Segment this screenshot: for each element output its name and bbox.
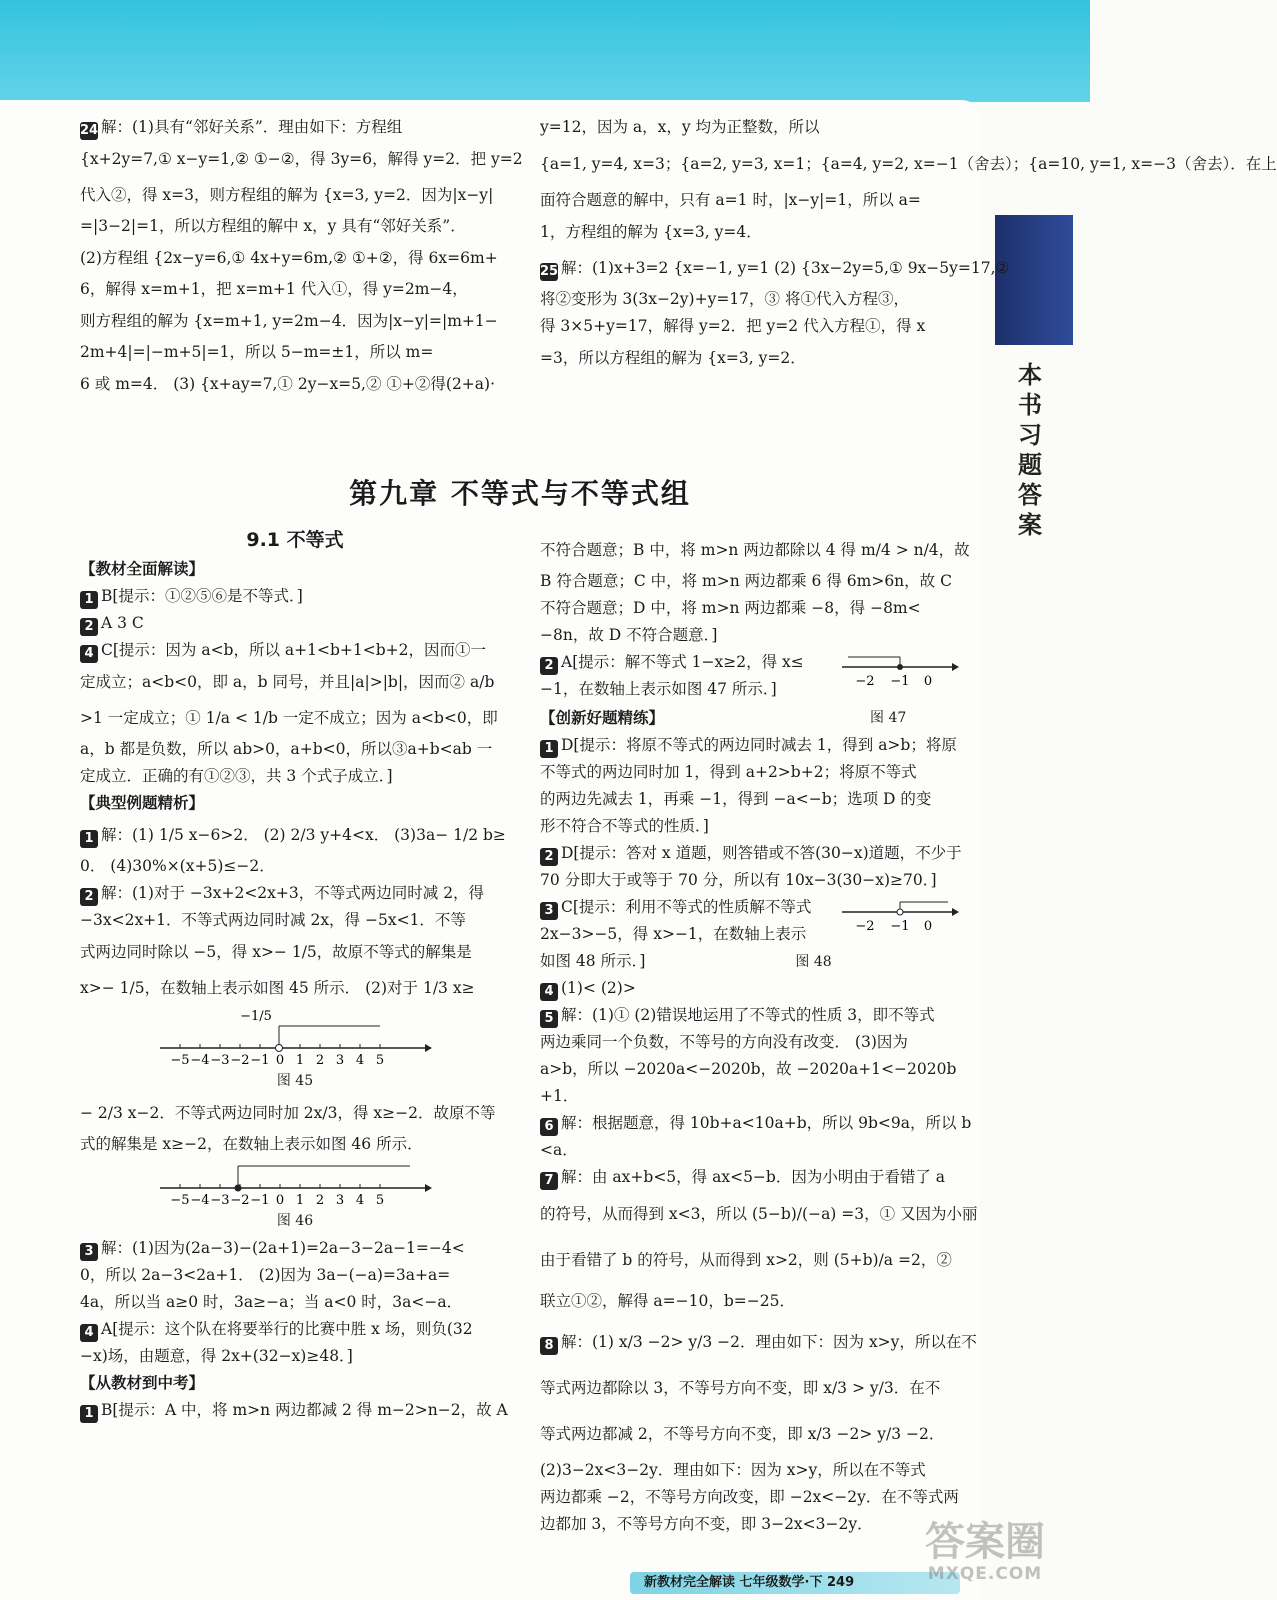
heading: 【典型例题精析】 — [80, 794, 205, 812]
answer-line: 不等式的两边同时加 1，得到 a+2>b+2；将原不等式 — [540, 763, 917, 781]
answer-line: a>b，所以 −2020a<−2020b，故 −2020a+1<−2020b — [540, 1060, 957, 1078]
answer-line: 1 B[提示：①②⑤⑥是不等式．] — [80, 583, 510, 610]
tick-label: −4 — [190, 1053, 210, 1068]
answer-line: 形不符合不等式的性质．] — [540, 817, 709, 835]
tick-label: −1 — [890, 674, 910, 689]
number-line-figure-48 — [840, 898, 960, 938]
question-number: 4 — [80, 645, 98, 663]
answer-line: 7 解：由 ax+b<5，得 ax<5−b．因为小明由于看错了 a — [540, 1164, 960, 1191]
answer-line: >1 一定成立；① 1/a < 1/b 一定不成立；因为 a<b<0，即 — [80, 709, 498, 727]
question-number: 25 — [540, 264, 559, 279]
tick-label: 0 — [923, 919, 933, 934]
answer-line: 面符合题意的解中，只有 a=1 时，|x−y|=1，所以 a= — [540, 191, 921, 209]
top-right-column — [540, 114, 1277, 376]
number-line-figure-45 — [80, 1006, 510, 1068]
answer-line: 两边都乘 −2，不等号方向改变，即 −2x<−2y．在不等式两 — [540, 1488, 959, 1506]
top-left-column — [80, 114, 523, 402]
side-label: 本书习题答案 — [1018, 360, 1042, 539]
answer-line: 将②变形为 3(3x−2y)+y=17，③ 将①代入方程③， — [540, 290, 909, 308]
answer-line: 等式两边都减 2，不等号方向不变，即 x/3 −2> y/3 −2． — [540, 1425, 945, 1443]
tick-label: 0 — [275, 1193, 285, 1208]
question-number: 1 — [80, 1405, 98, 1423]
answer-line: 3 解：(1)因为(2a−3)−(2a+1)=2a−3−2a−1=−4< — [80, 1235, 510, 1262]
answer-line: 2m+4|=|−m+5|=1，所以 5−m=±1，所以 m= — [80, 343, 434, 361]
tick-label: −4 — [190, 1193, 210, 1208]
figure-caption: 图 47 — [870, 710, 907, 726]
answer-line: {x+2y=7,① x−y=1,② ①−②，得 3y=6，解得 y=2．把 y=2 — [80, 150, 523, 168]
answer-line: 25 解：(1)x+3=2 {x=−1, y=1 (2) {3x−2y=5,① 9x−5y=17,② — [540, 259, 1010, 279]
tick-label: 3 — [335, 1193, 345, 1208]
answer-line: 1 D[提示：将原不等式的两边同时减去 1，得到 a>b；将原 — [540, 732, 960, 759]
question-number: 3 — [540, 902, 558, 920]
tick-label: −2 — [230, 1053, 250, 1068]
answer-line: =|3−2|=1，所以方程组的解中 x，y 具有“邻好关系”． — [80, 217, 466, 235]
figure-caption: 图 48 — [795, 954, 832, 970]
tick-label: −2 — [230, 1193, 250, 1208]
answer-line: −1，在数轴上表示如图 47 所示．] — [540, 680, 777, 698]
question-number: 5 — [540, 1010, 558, 1028]
tick-label: 2 — [315, 1193, 325, 1208]
tick-label: −1 — [890, 919, 910, 934]
question-number: 4 — [540, 983, 558, 1001]
heading-row — [540, 705, 960, 732]
answer-line: 则方程组的解为 {x=m+1, y=2m−4．因为|x−y|=|m+1− — [80, 312, 498, 330]
answer-line: 联立①②，解得 a=−10，b=−25． — [540, 1292, 795, 1310]
question-number: 2 — [80, 618, 98, 636]
answer-line: x>− 1/5，在数轴上表示如图 45 所示． (2)对于 1/3 x≥ — [80, 979, 475, 997]
question-number: 2 — [80, 888, 98, 906]
answer-line: 代入②，得 x=3，则方程组的解为 {x=3, y=2．因为|x−y| — [80, 186, 494, 204]
page-footer: 新教材完全解读 七年级数学·下 249 — [630, 1572, 960, 1594]
watermark-logo: 答案圈 — [925, 1519, 1045, 1565]
left-column — [80, 556, 510, 1424]
number-line-figure-47 — [840, 653, 960, 693]
figure-caption: 图 45 — [276, 1073, 314, 1089]
answer-line: − 2/3 x−2．不等式两边同时加 2x/3，得 x≥−2．故原不等 — [80, 1104, 496, 1122]
answer-line: 24 解：(1)具有“邻好关系”．理由如下：方程组 — [80, 118, 403, 138]
side-tab — [995, 215, 1073, 345]
tick-label: 2 — [315, 1053, 325, 1068]
heading: 【从教材到中考】 — [80, 1374, 205, 1392]
tick-label: 1 — [295, 1193, 305, 1208]
question-number: 3 — [80, 1243, 98, 1261]
answer-line: 70 分即大于或等于 70 分，所以有 10x−3(30−x)≥70．] — [540, 871, 937, 889]
question-number: 8 — [540, 1337, 558, 1355]
answer-line: (2)方程组 {2x−y=6,① 4x+y=6m,② ①+②，得 6x=6m+ — [80, 249, 498, 267]
answer-line: 的符号，从而得到 x<3，所以 (5−b)/(−a) =3，① 又因为小丽 — [540, 1205, 978, 1223]
watermark-url: MXQE.COM — [927, 1564, 1043, 1584]
answer-line: 6 解：根据题意，得 10b+a<10a+b，所以 9b<9a，所以 b — [540, 1110, 960, 1137]
answer-line: a，b 都是负数，所以 ab>0，a+b<0，所以③a+b<ab 一 — [80, 740, 493, 758]
question-number: 1 — [80, 830, 98, 848]
tick-label: 5 — [375, 1053, 385, 1068]
answer-line: −3x<2x+1．不等式两边同时减 2x，得 −5x<1．不等 — [80, 911, 466, 929]
tick-label: 1 — [295, 1053, 305, 1068]
answer-line: 等式两边都除以 3，不等号方向不变，即 x/3 > y/3．在不 — [540, 1379, 941, 1397]
answer-line: y=12，因为 a，x，y 均为正整数，所以 — [540, 118, 820, 136]
top-color-band — [0, 0, 1090, 102]
answer-line: 3 C[提示：利用不等式的性质解不等式 — [540, 894, 960, 921]
tick-label: −1 — [250, 1053, 270, 1068]
answer-line: 由于看错了 b 的符号，从而得到 x>2，则 (5+b)/a =2，② — [540, 1251, 952, 1269]
right-column — [540, 532, 978, 1538]
watermark — [900, 1520, 1070, 1595]
answer-line: −x)场，由题意，得 2x+(32−x)≥48．] — [80, 1347, 353, 1365]
answer-line: 6 或 m=4． (3) {x+ay=7,① 2y−x=5,② ①+②得(2+a)· — [80, 375, 496, 393]
answer-line: =3，所以方程组的解为 {x=3, y=2． — [540, 349, 806, 367]
answer-line: −8n，故 D 不符合题意．] — [540, 626, 718, 644]
answer-line: 5 解：(1)① (2)错误地运用了不等式的性质 3，即不等式 — [540, 1002, 960, 1029]
answer-line: 4 (1)< (2)> — [540, 975, 960, 1002]
answer-line: 不符合题意；B 中，将 m>n 两边都除以 4 得 m/4 > n/4，故 — [540, 541, 970, 559]
chapter-title: 第九章 不等式与不等式组 — [349, 477, 691, 510]
question-number: 24 — [80, 123, 99, 138]
answer-line: 不符合题意；D 中，将 m>n 两边都乘 −8，得 −8m< — [540, 599, 921, 617]
answer-line: 1 解：(1) 1/5 x−6>2． (2) 2/3 y+4<x． (3)3a− 1/2 b≥ — [80, 817, 510, 853]
answer-block — [540, 649, 960, 705]
tick-label: 4 — [355, 1193, 365, 1208]
answer-line: {a=1, y=4, x=3；{a=2, y=3, x=1；{a=4, y=2, x=−1（舍去）；{a=10, y=1, x=−3（舍去）．在上 — [540, 155, 1277, 173]
tick-label: 5 — [375, 1193, 385, 1208]
answer-line: 1 B[提示：A 中，将 m>n 两边都减 2 得 m−2>n−2，故 A — [80, 1397, 510, 1424]
tick-label: 0 — [275, 1053, 285, 1068]
answer-line: 4 C[提示：因为 a<b，所以 a+1<b+1<b+2，因而①一 — [80, 637, 510, 664]
question-number: 7 — [540, 1172, 558, 1190]
tick-label: 3 — [335, 1053, 345, 1068]
section-title: 9.1 不等式 — [246, 529, 344, 551]
answer-line: 8 解：(1) x/3 −2> y/3 −2．理由如下：因为 x>y，所以在不 — [540, 1319, 960, 1365]
answer-line: 定成立；a<b<0，即 a，b 同号，并且|a|>|b|，因而② a/b — [80, 673, 495, 691]
answer-line: 0． (4)30%×(x+5)≤−2． — [80, 857, 275, 875]
tick-label: −3 — [210, 1053, 230, 1068]
answer-line: 定成立．正确的有①②③，共 3 个式子成立．] — [80, 767, 393, 785]
answer-line: 1，方程组的解为 {x=3, y=4． — [540, 223, 762, 241]
question-number: 1 — [540, 740, 558, 758]
answer-line: 0，所以 2a−3<2a+1． (2)因为 3a−(−a)=3a+a= — [80, 1266, 451, 1284]
answer-line: 2 D[提示：答对 x 道题，则答错或不答(30−x)道题，不少于 — [540, 840, 960, 867]
answer-line: 4a，所以当 a≥0 时，3a≥−a；当 a<0 时，3a<−a． — [80, 1293, 463, 1311]
answer-line: 6，解得 x=m+1，把 x=m+1 代入①，得 y=2m−4， — [80, 280, 468, 298]
tick-label: −5 — [170, 1193, 190, 1208]
heading: 【教材全面解读】 — [80, 560, 205, 578]
tick-label: −1 — [250, 1193, 270, 1208]
tick-label: −2 — [855, 919, 875, 934]
question-number: 2 — [540, 657, 558, 675]
answer-line: 2 解：(1)对于 −3x+2<2x+3，不等式两边同时减 2，得 — [80, 880, 510, 907]
question-number: 1 — [80, 591, 98, 609]
answer-block — [540, 894, 960, 975]
answer-line: +1． — [540, 1087, 579, 1105]
answer-line: 两边乘同一个负数，不等号的方向没有改变． (3)因为 — [540, 1033, 908, 1051]
heading: 【创新好题精练】 — [540, 709, 665, 727]
answer-line: 4 A[提示：这个队在将要举行的比赛中胜 x 场，则负(32 — [80, 1316, 510, 1343]
question-number: 2 — [540, 848, 558, 866]
answer-line: 式的解集是 x≥−2，在数轴上表示如图 46 所示． — [80, 1135, 423, 1153]
tick-label: 4 — [355, 1053, 365, 1068]
answer-line: <a． — [540, 1141, 578, 1159]
tick-label: −5 — [170, 1053, 190, 1068]
answer-line: 如图 48 所示．] 图 48 — [540, 952, 832, 970]
question-number: 6 — [540, 1118, 558, 1136]
point-label: −1/5 — [240, 1009, 272, 1024]
figure-caption: 图 46 — [276, 1213, 314, 1229]
answer-line: 得 3×5+y=17，解得 y=2．把 y=2 代入方程①，得 x — [540, 317, 926, 335]
tick-label: −3 — [210, 1193, 230, 1208]
answer-line: 的两边先减去 1，再乘 −1，得到 −a<−b；选项 D 的变 — [540, 790, 932, 808]
tick-label: −2 — [855, 674, 875, 689]
answer-line: (2)3−2x<3−2y．理由如下：因为 x>y，所以在不等式 — [540, 1461, 926, 1479]
answer-line: B 符合题意；C 中，将 m>n 两边都乘 6 得 6m>6n，故 C — [540, 572, 952, 590]
question-number: 4 — [80, 1324, 98, 1342]
answer-line: 2 A[提示：解不等式 1−x≥2，得 x≤ — [540, 649, 960, 676]
answer-line: 边都加 3，不等号方向不变，即 3−2x<3−2y． — [540, 1515, 873, 1533]
number-line-figure-46 — [80, 1158, 510, 1208]
answer-line: 式两边同时除以 −5，得 x>− 1/5，故原不等式的解集是 — [80, 943, 472, 961]
tick-label: 0 — [923, 674, 933, 689]
answer-line: 2 A 3 C — [80, 610, 510, 637]
answer-line: 2x−3>−5，得 x>−1，在数轴上表示 — [540, 925, 807, 943]
